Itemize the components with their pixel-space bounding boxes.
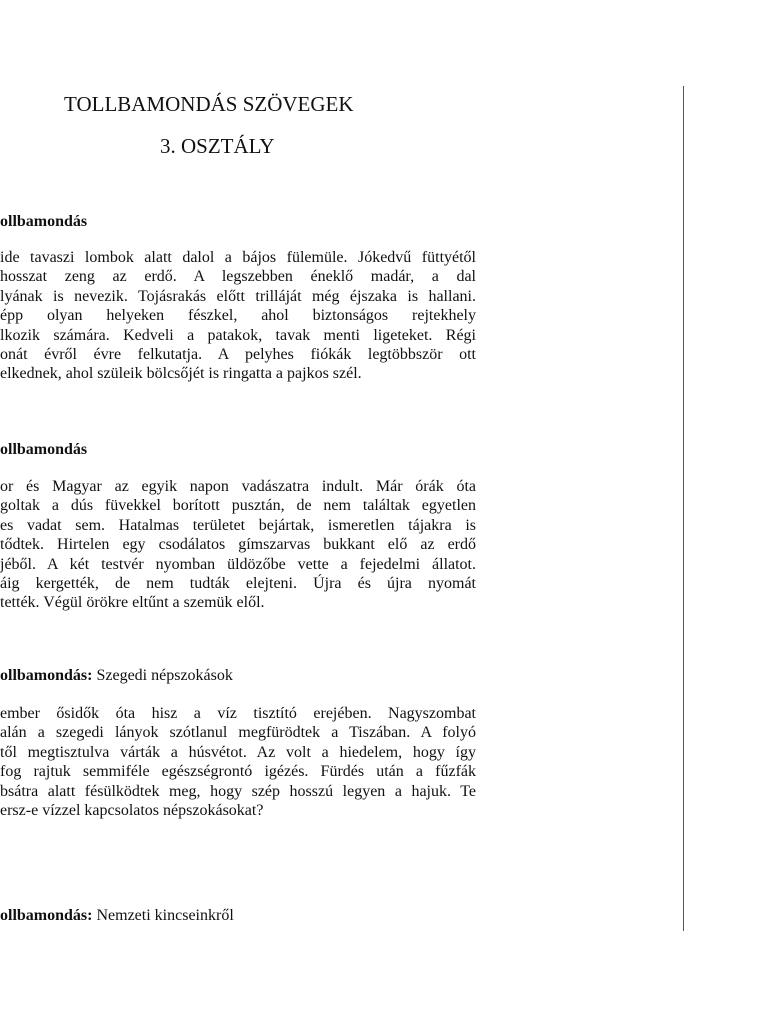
section-3-heading-label: ollbamondás: [0,667,93,684]
section-1-line: elkednek, ahol szüleik bölcsőjét is ringatta a pajkos szél. [0,365,362,383]
section-3-line: alán a szegedi lányok szótlanul megfürödtek a Tiszában. A folyó [0,724,476,742]
section-2-line: tődtek. Hirtelen egy csodálatos gímszarvas bukkant elő az erdő [0,536,476,554]
section-2-body [0,477,476,613]
section-1-line: onát évről évre felkutatja. A pelyhes fiókák legtöbbször ott [0,345,476,363]
section-2-heading-label: ollbamondás [0,441,88,458]
margin-rule [683,86,684,931]
section-3-line: bsátra alatt fésülködtek meg, hogy szép hosszú legyen a hajuk. Te [0,782,476,800]
section-1-line: ide tavaszi lombok alatt dalol a bájos fülemüle. Jókedvű füttyétől [0,249,476,266]
section-2-heading [0,440,476,460]
section-2-line: áig kergették, de nem tudták elejteni. Újra és újra nyomát [0,574,476,592]
section-3-body [0,704,476,820]
section-2-line: tették. Végül örökre eltűnt a szemük elől. [0,594,265,612]
section-4-heading-label: ollbamondás: [0,907,93,924]
section-1-body [0,248,476,384]
section-2-line: or és Magyar az egyik napon vadászatra indult. Már órák óta [0,478,476,495]
section-2-line: goltak a dús füvekkel borított pusztán, de nem találtak egyetlen [0,497,476,515]
section-2-line: jéből. A két testvér nyomban üldözőbe vette a fejedelmi állatot. [0,555,476,573]
section-3-line: fog rajtuk semmiféle egészségrontó igézés. Fürdés után a fűzfák [0,763,476,781]
document-subtitle: 3. OSZTÁLY [160,134,275,158]
document-title: TOLLBAMONDÁS SZÖVEGEK [64,92,354,116]
section-3-line: től megtisztulva várták a húsvétot. Az volt a hiedelem, hogy így [0,743,476,761]
section-4-heading-suffix: Nemzeti kincseinkről [92,907,234,924]
section-4-heading [0,906,476,926]
section-3-line: ersz-e vízzel kapcsolatos népszokásokat? [0,801,264,819]
section-2-line: es vadat sem. Hatalmas területet bejártak, ismeretlen tájakra is [0,516,476,534]
section-1-heading-label: ollbamondás [0,213,88,230]
section-3-heading [0,666,476,686]
section-1-heading [0,212,476,232]
section-1-line: hosszat zeng az erdő. A legszebben éneklő madár, a dal [0,268,476,286]
section-3-line: ember ősidők óta hisz a víz tisztító erejében. Nagyszombat [0,705,476,722]
section-1-line: épp olyan helyeken fészkel, ahol biztonságos rejtekhely [0,307,476,325]
section-1-line: lkozik számára. Kedveli a patakok, tavak menti ligeteket. Régi [0,326,476,344]
section-1-line: lyának is nevezik. Tojásrakás előtt trilláját még éjszaka is hallani. [0,287,476,305]
section-3-heading-suffix: Szegedi népszokások [92,667,233,684]
